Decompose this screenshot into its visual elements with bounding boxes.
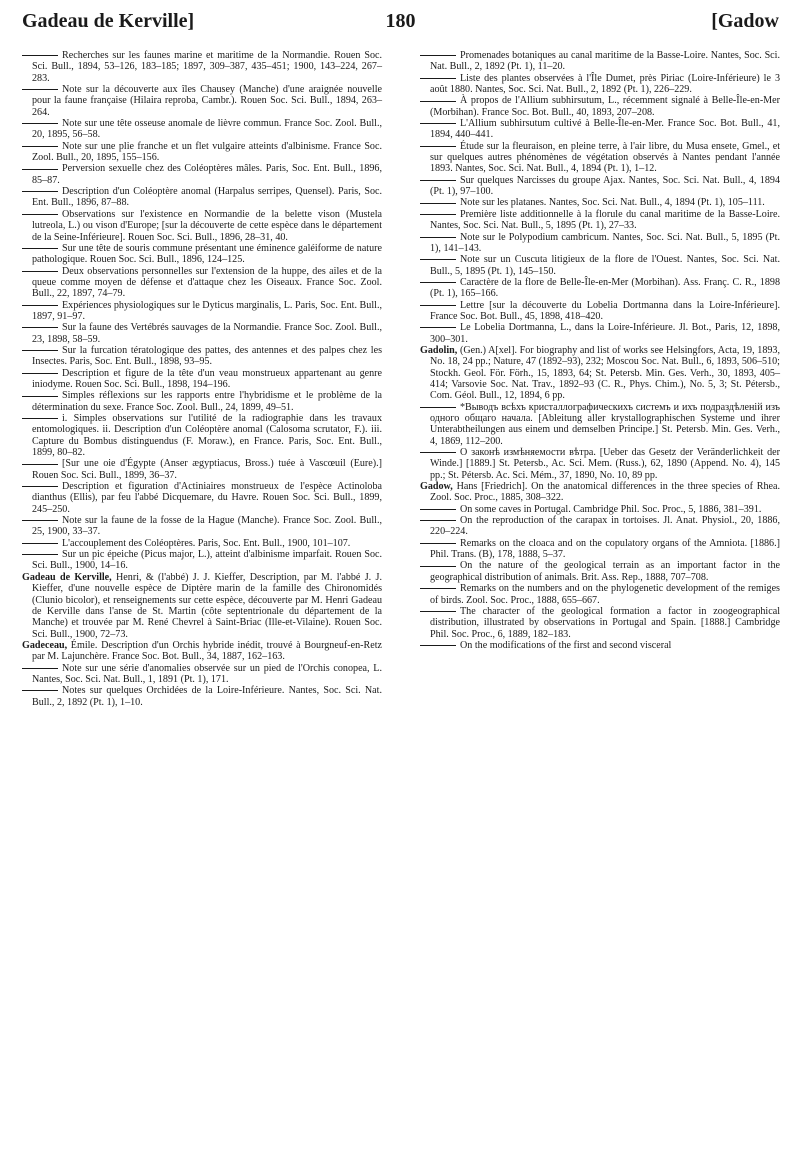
ditto-dash	[420, 237, 456, 238]
ditto-dash	[22, 327, 58, 328]
entry-text: Émile. Description d'un Orchis hybride inédit, trouvé à Bourgneuf-en-Retz par M. Lajunchère. France Soc. Bot. Bull., 34, 1887, 162–163.	[32, 639, 382, 663]
ditto-dash	[420, 259, 456, 260]
entry-text: (Gen.) A[xel]. For biography and list of works see Helsingfors, Acta, 19, 1893, No. 18, 24 pp.; Nature, 47 (1892–93), 232; Moscou Soc. Nat. Bull., 6, 1893, 506–510; Stockh. Geol. För. Förh., 15, 1893, 64; St. Petersb. Min. Ges. Verh., 30, 1893, 405–414; Varsovie Soc. Nat. Trav., 1892–93 (C. R., Phys. Chim.), No. 5, 3; St. Pétersb., Com. Géol. Bull., 12, 1894, 6 pp.	[430, 344, 780, 402]
entry-text: Hans [Friedrich]. On the anatomical differences in the three species of Rhea. Zool. Soc. Proc., 1885, 308–322.	[430, 481, 780, 504]
page-number: 180	[385, 10, 416, 32]
bibliography-entry	[420, 560, 780, 583]
ditto-dash	[22, 373, 58, 374]
bibliography-entry	[22, 186, 382, 209]
bibliography-entry	[420, 402, 780, 447]
ditto-dash	[22, 248, 58, 249]
ditto-dash	[22, 214, 58, 215]
author-entry	[22, 640, 382, 663]
ditto-dash	[420, 55, 456, 56]
ditto-dash	[420, 407, 456, 408]
entry-text: Remarks on the numbers and on the phylogenetic development of the remiges of birds. Zool. Soc. Proc., 1888, 655–667.	[430, 583, 780, 606]
bibliography-entry	[420, 232, 780, 255]
entry-text: L'accouplement des Coléoptères. Paris, Soc. Ent. Bull., 1900, 101–107.	[62, 537, 351, 549]
ditto-dash	[420, 78, 456, 79]
entry-text: Première liste additionnelle à la florule du canal maritime de la Basse-Loire. Nantes, Soc. Sci. Nat. Bull., 5, 1895 (Pt. 1), 27–33.	[430, 208, 780, 232]
ditto-dash	[22, 146, 58, 147]
bibliography-entry	[22, 515, 382, 538]
ditto-dash	[420, 146, 456, 147]
ditto-dash	[420, 611, 456, 612]
ditto-dash	[420, 520, 456, 521]
right-column	[420, 50, 780, 651]
entry-text: Note sur la découverte aux îles Chausey (Manche) d'une araignée nouvelle pour la faune française (Hilaira reproba, Cambr.). Rouen Soc. Sci. Bull., 1894, 263–264.	[32, 84, 382, 118]
bibliography-entry	[22, 163, 382, 186]
entry-text: Sur la faune des Vertébrés sauvages de la Normandie. France Soc. Zool. Bull., 23, 1898, 58–59.	[32, 322, 382, 345]
bibliography-entry	[22, 481, 382, 515]
entry-text: Sur quelques Narcisses du groupe Ajax. Nantes, Soc. Sci. Nat. Bull., 4, 1894 (Pt. 1), 97–100.	[430, 174, 780, 198]
bibliography-entry	[420, 254, 780, 277]
bibliography-entry	[22, 549, 382, 572]
author-name: Gadeceau,	[22, 639, 68, 651]
entry-text: Note sur les platanes. Nantes, Soc. Sci. Nat. Bull., 4, 1894 (Pt. 1), 105–111.	[460, 197, 765, 209]
entry-text: Étude sur la fleuraison, en pleine terre, à l'air libre, du Musa ensete, Gmel., et sur quelques autres phénomènes de végétation observés à Nantes pendant l'année 1893. Nantes, Soc. Sci. Nat. Bull., 4, 1894 (Pt. 1), 1–12.	[430, 140, 780, 175]
ditto-dash	[22, 418, 58, 419]
bibliography-entry	[420, 95, 780, 118]
bibliography-entry	[420, 322, 780, 345]
entry-text: Observations sur l'existence en Normandie de la belette vison (Mustela lutreola, L.) ou vison d'Europe; [sur la découverte de cette espèce dans le département de la Seine-Inférieure]. Rouen Soc. Sci. Bull., 1896, 28–31, 40.	[32, 208, 382, 243]
entry-text: Sur une tête de souris commune présentant une éminence galéiforme de nature pathologique. Rouen Soc. Sci. Bull., 1896, 124–125.	[32, 242, 382, 266]
entry-text: Note sur une tête osseuse anomale de lièvre commun. France Soc. Zool. Bull., 20, 1895, 56–58.	[32, 118, 382, 141]
ditto-dash	[420, 566, 456, 567]
ditto-dash	[22, 668, 58, 669]
entry-text: Lettre [sur la découverte du Lobelia Dortmanna dans la Loire-Inférieure]. France Soc. Bot. Bull., 45, 1898, 418–420.	[430, 299, 780, 322]
ditto-dash	[420, 543, 456, 544]
entry-text: Note sur une série d'anomalies observée sur un pied de l'Orchis conopea, L. Nantes, Soc. Sci. Nat. Bull., 1, 1891 (Pt. 1), 171.	[32, 662, 382, 685]
author-name: Gadeau de Kerville,	[22, 571, 112, 583]
entry-text: Liste des plantes observées à l'Île Dumet, près Piriac (Loire-Inférieure) le 3 août 1880. Nantes, Soc. Sci. Nat. Bull., 2, 1892 (Pt. 1), 226–229.	[430, 72, 780, 96]
bibliography-entry	[420, 640, 780, 651]
bibliography-entry	[22, 141, 382, 164]
ditto-dash	[22, 271, 58, 272]
ditto-dash	[22, 191, 58, 192]
ditto-dash	[420, 282, 456, 283]
author-entry	[420, 345, 780, 402]
entry-text: Note sur un Cuscuta litigieux de la flore de l'Ouest. Nantes, Soc. Sci. Nat. Bull., 5, 1895 (Pt. 1), 145–150.	[430, 254, 780, 277]
ditto-dash	[420, 123, 456, 124]
entry-text: *Выводъ всѣхъ кристаллографическихъ системъ и ихъ подраздѣленій изъ одного общаго начала. [Ableitung aller krystallographischen Systeme und ihrer Unterabtheilungen aus einem und demselben Principe.] St. Petersb. Min. Ges. Verh., 4, 1869, 112–200.	[430, 401, 780, 447]
ditto-dash	[420, 203, 456, 204]
ditto-dash	[22, 554, 58, 555]
entry-text: The character of the geological formation a factor in zoogeographical distribution, illustrated by observations in Portugal and Spain. [1888.] Cambridge Phil. Soc. Proc., 6, 1889, 182–183.	[430, 605, 780, 640]
entry-text: Notes sur quelques Orchidées de la Loire-Inférieure. Nantes, Soc. Sci. Nat. Bull., 2, 1892 (Pt. 1), 1–10.	[32, 685, 382, 708]
entry-text: Note sur une plie franche et un flet vulgaire atteints d'albinisme. France Soc. Zool. Bull., 20, 1895, 155–156.	[32, 140, 382, 164]
ditto-dash	[420, 305, 456, 306]
bibliography-entry	[22, 663, 382, 686]
bibliography-entry	[22, 118, 382, 141]
bibliography-entry	[22, 209, 382, 243]
entry-text: Note sur la faune de la fosse de la Hague (Manche). France Soc. Zool. Bull., 25, 1900, 33–37.	[32, 515, 382, 538]
entry-text: Promenades botaniques au canal maritime de la Basse-Loire. Nantes, Soc. Sci. Nat. Bull., 2, 1892 (Pt. 1), 11–20.	[430, 50, 780, 73]
bibliography-entry	[420, 583, 780, 606]
ditto-dash	[22, 350, 58, 351]
entry-text: Remarks on the cloaca and on the copulatory organs of the Amniota. [1886.] Phil. Trans. (B), 178, 1888, 5–37.	[430, 537, 780, 561]
bibliography-entry	[22, 458, 382, 481]
bibliography-entry	[420, 606, 780, 640]
entry-text: L'Allium subhirsutum cultivé à Belle-Île-en-Mer. France Soc. Bot. Bull., 41, 1894, 440–441.	[430, 118, 780, 141]
author-entry	[420, 481, 780, 504]
bibliography-entry	[22, 538, 382, 549]
ditto-dash	[22, 123, 58, 124]
entry-text: Perversion sexuelle chez des Coléoptères mâles. Paris, Soc. Ent. Bull., 1896, 85–87.	[32, 163, 382, 186]
left-column	[22, 50, 382, 708]
header-left: Gadeau de Kerville]	[22, 10, 195, 32]
ditto-dash	[420, 180, 456, 181]
ditto-dash	[22, 305, 58, 306]
ditto-dash	[22, 520, 58, 521]
ditto-dash	[22, 543, 58, 544]
entry-text: О законѣ измѣняемости вѣтра. [Ueber das Gesetz der Veränderlichkeit der Winde.] [1889.] St. Petersb., Ac. Sci. Mem. (Russ.), 62, 1890 (Append. No. 4), 145 pp.; St. Pétersb. Ac. Sci. Mém., 37, 1890, No. 10, 89 pp.	[430, 447, 780, 481]
ditto-dash	[420, 101, 456, 102]
header-right: [Gadow	[711, 10, 779, 32]
ditto-dash	[22, 486, 58, 487]
bibliography-entry	[22, 345, 382, 368]
bibliography-entry	[420, 209, 780, 232]
entry-text: Recherches sur les faunes marine et maritime de la Normandie. Rouen Soc. Sci. Bull., 1894, 53–126, 183–185; 1897, 309–387, 435–451; 1900, 143–224, 267–283.	[32, 50, 382, 84]
author-name: Gadolin,	[420, 344, 458, 356]
bibliography-entry	[22, 685, 382, 708]
entry-text: [Sur une oie d'Égypte (Anser ægyptiacus, Bross.) tuée à Vascœuil (Eure).] Rouen Soc. Sci. Bull., 1899, 36–37.	[32, 458, 382, 481]
entry-text: On the reproduction of the carapax in tortoises. Jl. Anat. Physiol., 20, 1886, 220–224.	[430, 515, 780, 538]
ditto-dash	[22, 690, 58, 691]
bibliography-entry	[420, 73, 780, 96]
bibliography-entry	[420, 447, 780, 481]
running-header	[22, 10, 779, 42]
entry-text: Note sur le Polypodium cambricum. Nantes, Soc. Sci. Nat. Bull., 5, 1895 (Pt. 1), 141–143.	[430, 231, 780, 254]
bibliography-entry	[420, 197, 780, 208]
entry-text: Simples réflexions sur les rapports entre l'hybridisme et le problème de la détermination du sexe. France Soc. Zool. Bull., 24, 1899, 49–51.	[32, 390, 382, 413]
ditto-dash	[22, 89, 58, 90]
ditto-dash	[420, 588, 456, 589]
entry-text: Henri, & (l'abbé) J. J. Kieffer, Description, par M. l'abbé J. J. Kieffer, d'une nouvelle espèce de Diptère marin de la famille des Chironomidés (Clunio bicolor), et renseignements sur cette espèce, découverte par M. Henri Gadeau de Kerville dans l'anse de St. Martin (côte septentrionale du département de la Manche) et trouvée par M. René Chevrel à Saint-Briac (Ille-et-Vilaine). Rouen Soc. Sci. Bull., 1900, 72–73.	[32, 571, 382, 640]
bibliography-entry	[22, 50, 382, 84]
bibliography-entry	[22, 243, 382, 266]
bibliography-entry	[22, 413, 382, 458]
bibliography-entry	[22, 368, 382, 391]
entry-text: Expériences physiologiques sur le Dyticus marginalis, L. Paris, Soc. Ent. Bull., 1897, 91–97.	[32, 299, 382, 322]
entry-text: Le Lobelia Dortmanna, L., dans la Loire-Inférieure. Jl. Bot., Paris, 12, 1898, 300–301.	[430, 322, 780, 345]
entry-text: Sur la furcation tératologique des pattes, des antennes et des palpes chez les Insectes. Paris, Soc. Ent. Bull., 1898, 93–95.	[32, 344, 382, 368]
ditto-dash	[420, 452, 456, 453]
entry-text: Description d'un Coléoptère anomal (Harpalus serripes, Quensel). Paris, Soc. Ent. Bull., 1896, 87–88.	[32, 186, 382, 209]
entry-text: Deux observations personnelles sur l'extension de la huppe, des ailes et de la queue comme moyen de défense et d'attaque chez les Oiseaux. France Soc. Zool. Bull., 22, 1897, 74–79.	[32, 265, 382, 300]
entry-text: i. Simples observations sur l'utilité de la radiographie dans les travaux entomologiques. ii. Description d'un Coléoptère anomal (Calosoma scrutator, F.). iii. Capture du Bombus distinguendus (F. Moraw.), en France. Paris, Soc. Ent. Bull., 1899, 80–82.	[32, 413, 382, 459]
entry-text: À propos de l'Allium subhirsutum, L., récemment signalé à Belle-Île-en-Mer (Morbihan). France Soc. Bot. Bull., 40, 1893, 207–208.	[430, 95, 780, 118]
ditto-dash	[420, 214, 456, 215]
author-entry	[22, 572, 382, 640]
bibliography-entry	[420, 538, 780, 561]
entry-text: On the modifications of the first and second visceral	[460, 639, 672, 651]
bibliography-entry	[420, 141, 780, 175]
entry-text: Caractère de la flore de Belle-Île-en-Mer (Morbihan). Ass. Franç. C. R., 1898 (Pt. 1), 165–166.	[430, 276, 780, 300]
bibliography-entry	[22, 390, 382, 413]
entry-text: Description et figuration d'Actiniaires monstrueux de l'espèce Actinoloba dianthus (Ellis), par feu l'abbé Dicquemare, du Havre. Rouen Soc. Sci. Bull., 1899, 245–250.	[32, 481, 382, 515]
bibliography-entry	[22, 266, 382, 300]
ditto-dash	[420, 645, 456, 646]
bibliography-entry	[22, 322, 382, 345]
author-name: Gadow,	[420, 481, 453, 493]
ditto-dash	[22, 464, 58, 465]
bibliography-entry	[420, 300, 780, 323]
ditto-dash	[420, 509, 456, 510]
bibliography-entry	[420, 277, 780, 300]
ditto-dash	[22, 169, 58, 170]
bibliography-entry	[420, 504, 780, 515]
bibliography-entry	[420, 118, 780, 141]
bibliography-entry	[420, 175, 780, 198]
bibliography-entry	[420, 50, 780, 73]
ditto-dash	[22, 55, 58, 56]
entry-text: Description et figure de la tête d'un veau monstrueux appartenant au genre iniodyme. Rouen Soc. Sci. Bull., 1898, 194–196.	[32, 367, 382, 390]
bibliography-entry	[22, 300, 382, 323]
ditto-dash	[420, 327, 456, 328]
entry-text: On some caves in Portugal. Cambridge Phil. Soc. Proc., 5, 1886, 381–391.	[460, 503, 762, 515]
entry-text: On the nature of the geological terrain as an important factor in the geographical distribution of animals. Brit. Ass. Rep., 1888, 707–708.	[430, 560, 780, 583]
bibliography-entry	[420, 515, 780, 538]
entry-text: Sur un pic épeiche (Picus major, L.), atteint d'albinisme imparfait. Rouen Soc. Sci. Bull., 1900, 14–16.	[32, 549, 382, 572]
ditto-dash	[22, 396, 58, 397]
bibliography-entry	[22, 84, 382, 118]
